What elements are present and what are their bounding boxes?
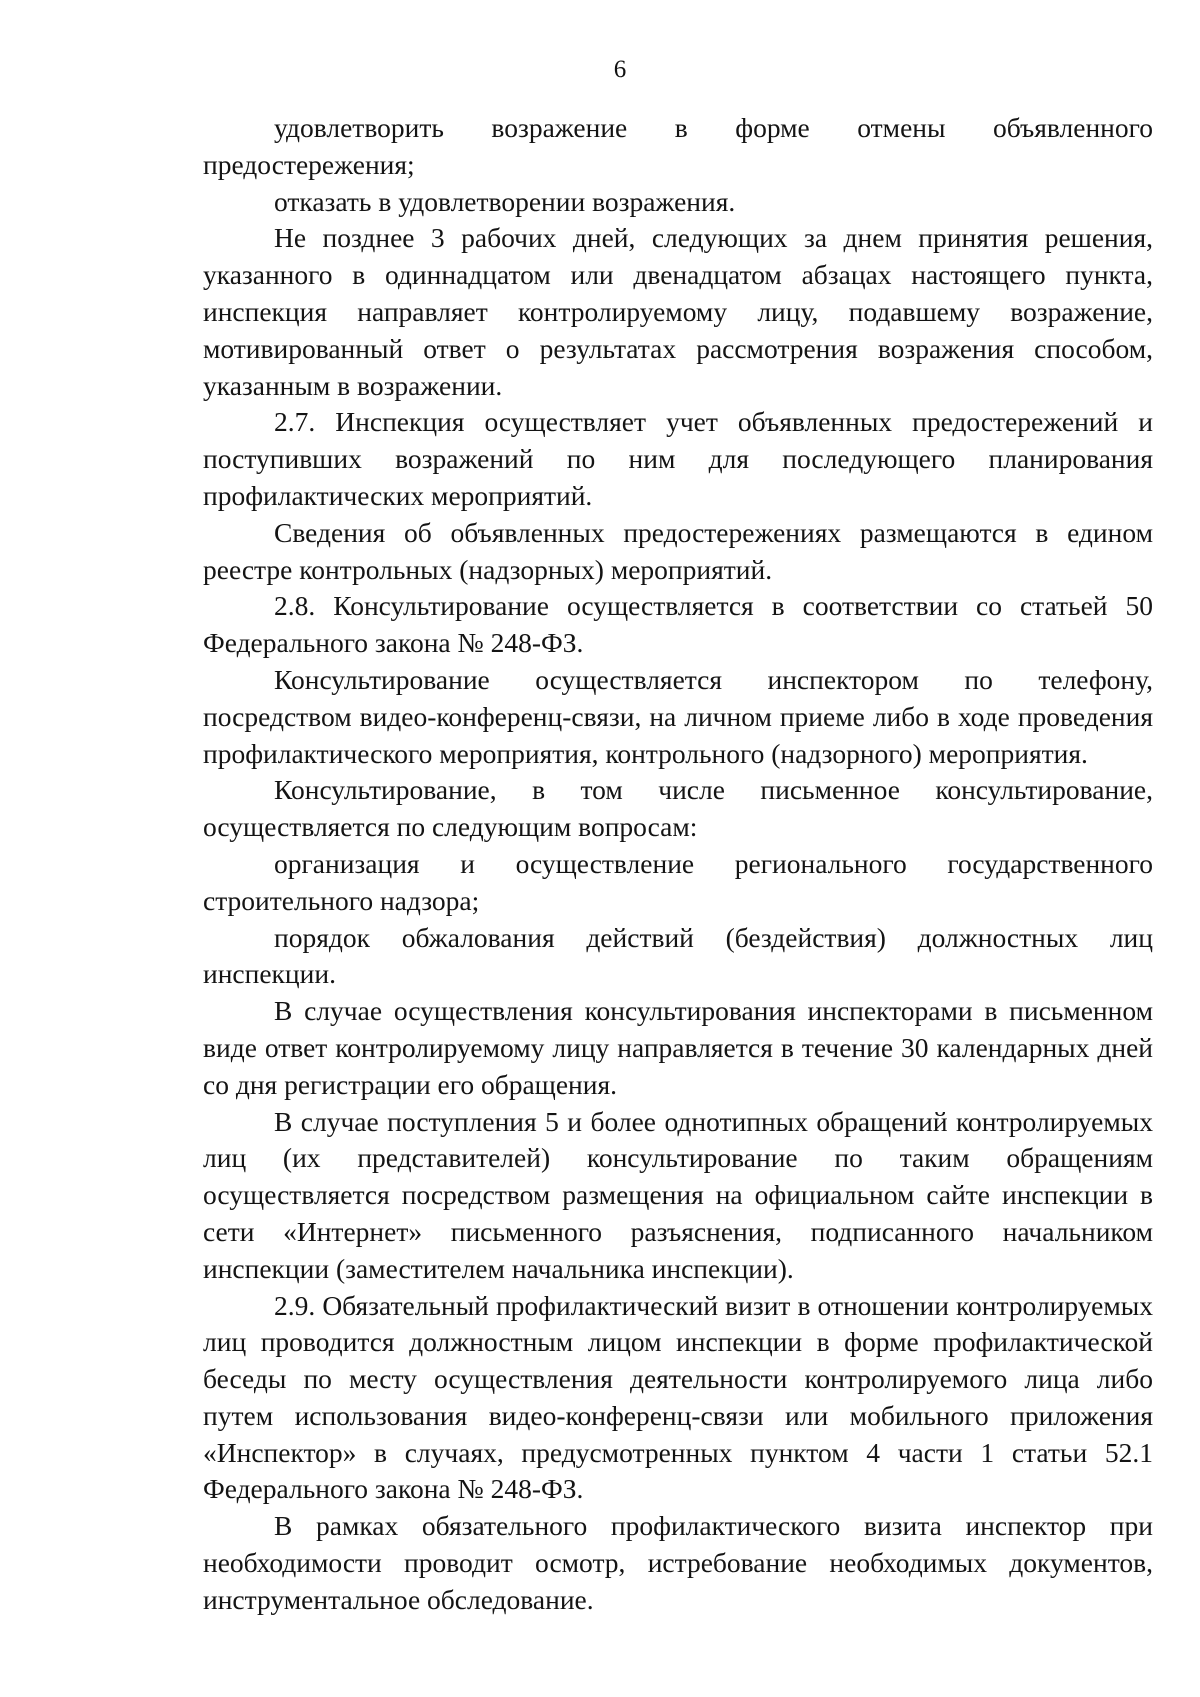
paragraph: 2.9. Обязательный профилактический визит в отношении контролируемых лиц проводится должностным лицом инспекции в форме профилактической беседы по месту осуществления деятельности контролируемого лица либо путем использования видео-конференц-связи или мобильного приложения «Инспектор» в случаях, предусмотренных пунктом 4 части 1 статьи 52.1 Федерального закона № 248-ФЗ. [203, 1289, 1153, 1505]
paragraph: организация и осуществление регионального государственного строительного надзора; [203, 847, 1153, 916]
page-number: 6 [613, 56, 627, 83]
paragraph: порядок обжалования действий (бездействия) должностных лиц инспекции. [203, 921, 1153, 990]
document-body [203, 110, 1153, 1619]
paragraph: Консультирование осуществляется инспектором по телефону, посредством видео-конференц-связи, на личном приеме либо в ходе проведения профилактического мероприятия, контрольного (надзорного) мероприятия. [203, 663, 1153, 769]
paragraph: В случае поступления 5 и более однотипных обращений контролируемых лиц (их представителей) консультирование по таким обращениям осуществляется посредством размещения на официальном сайте инспекции в сети «Интернет» письменного разъяснения, подписанного начальником инспекции (заместителем начальника инспекции). [203, 1105, 1153, 1284]
paragraph: Сведения об объявленных предостережениях размещаются в едином реестре контрольных (надзорных) мероприятий. [203, 516, 1153, 585]
paragraph: отказать в удовлетворении возражения. [274, 185, 736, 217]
paragraph: В случае осуществления консультирования инспекторами в письменном виде ответ контролируемому лицу направляется в течение 30 календарных дней со дня регистрации его обращения. [203, 995, 1153, 1100]
paragraph: 2.8. Консультирование осуществляется в соответствии со статьей 50 Федерального закона № 248-ФЗ. [203, 590, 1153, 659]
paragraph: Консультирование, в том числе письменное консультирование, осуществляется по следующим вопросам: [203, 774, 1153, 843]
paragraph: В рамках обязательного профилактического визита инспектор при необходимости проводит осмотр, истребование необходимых документов, инструментальное обследование. [203, 1510, 1153, 1615]
paragraph: Не позднее 3 рабочих дней, следующих за днем принятия решения, указанного в одиннадцатом или двенадцатом абзацах настоящего пункта, инспекция направляет контролируемому лицу, подавшему возражение, мотивированный ответ о результатах рассмотрения возражения способом, указанным в возражении. [203, 222, 1153, 401]
paragraph: 2.7. Инспекция осуществляет учет объявленных предостережений и поступивших возражений по ним для последующего планирования профилактических мероприятий. [203, 406, 1153, 511]
paragraph: удовлетворить возражение в форме отмены объявленного предостережения; [203, 112, 1153, 180]
